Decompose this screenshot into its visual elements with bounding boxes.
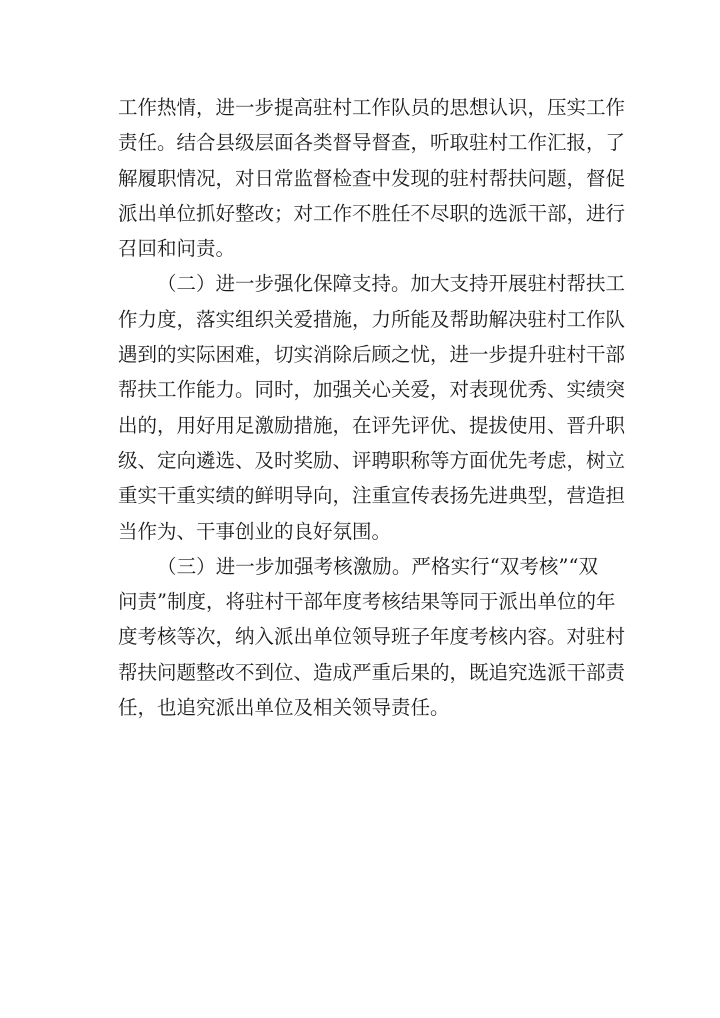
text-line: 重实干重实绩的鲜明导向，注重宣传表扬先进典型，营造担 — [118, 484, 626, 508]
section-heading-line: （三）进一步加强考核激励。严格实行“双考核”“双 — [157, 554, 598, 578]
section-heading-line: （二）进一步强化保障支持。加大支持开展驻村帮扶工 — [157, 272, 626, 296]
text-line: 召回和问责。 — [118, 237, 236, 261]
text-line: 工作热情，进一步提高驻村工作队员的思想认识，压实工作 — [118, 96, 626, 119]
text-line: 帮扶工作能力。同时，加强关心关爱，对表现优秀、实绩突 — [118, 378, 626, 402]
text-line: 度考核等次，纳入派出单位领导班子年度考核内容。对驻村 — [118, 625, 626, 649]
text-line: 问责”制度，将驻村干部年度考核结果等同于派出单位的年 — [118, 590, 616, 614]
text-line: 遇到的实际困难，切实消除后顾之忧，进一步提升驻村干部 — [118, 343, 626, 367]
text-line: 帮扶问题整改不到位、造成严重后果的，既追究选派干部责 — [118, 660, 626, 684]
text-line: 任，也追究派出单位及相关领导责任。 — [118, 696, 450, 720]
document-body — [118, 90, 626, 725]
text-line: 级、定向遴选、及时奖励、评聘职称等方面优先考虑，树立 — [118, 448, 626, 472]
text-line: 出的，用好用足激励措施，在评先评优、提拔使用、晋升职 — [118, 413, 626, 437]
text-line: 解履职情况，对日常监督检查中发现的驻村帮扶问题，督促 — [118, 166, 626, 190]
text-line: 作力度，落实组织关爱措施，力所能及帮助解决驻村工作队 — [118, 307, 626, 331]
text-line: 当作为、干事创业的良好氛围。 — [118, 519, 392, 543]
text-line: 派出单位抓好整改；对工作不胜任不尽职的选派干部，进行 — [118, 201, 626, 225]
text-line: 责任。结合县级层面各类督导督查，听取驻村工作汇报，了 — [118, 131, 626, 155]
